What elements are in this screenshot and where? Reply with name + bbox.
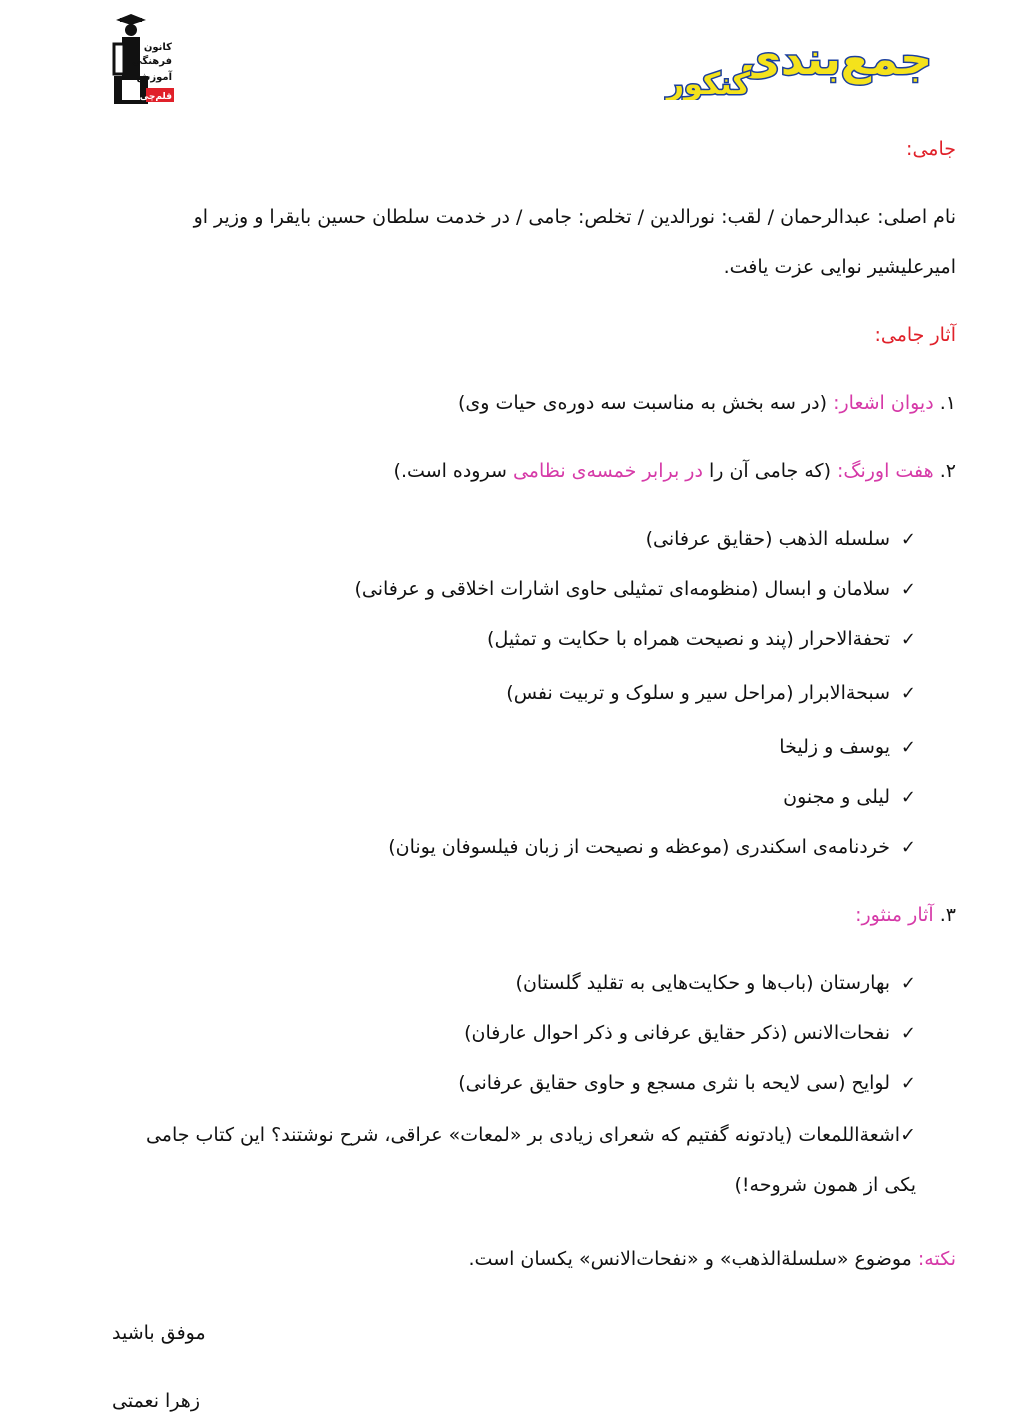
check-icon: ✓ — [900, 787, 916, 808]
item-3-number: ۳. — [939, 904, 956, 926]
check-icon: ✓ — [900, 837, 916, 858]
check-icon: ✓ — [900, 1073, 916, 1094]
list-item: ✓بهارستان (باب‌ها و حکایت‌هایی به تقلید گلستان) — [515, 972, 916, 994]
svg-text:کنکور: کنکور — [666, 67, 750, 100]
check-icon: ✓ — [900, 1124, 916, 1146]
list-item: ✓خردنامه‌ی اسکندری (موعظه و نصیحت از زبان فیلسوفان یونان) — [388, 836, 916, 858]
item-2-number: ۲. — [939, 460, 956, 482]
list-item: ✓اشعة‌اللمعات (یادتونه گفتیم که شعرای زیادی بر «لمعات» عراقی، شرح نوشتند؟ این کتاب جامی یکی از همون شروحه!) — [145, 1124, 916, 1196]
list-item: ✓سلامان و ابسال (منظومه‌ای تمثیلی حاوی اشارات اخلاقی و عرفانی) — [354, 578, 916, 600]
check-icon: ✓ — [900, 1023, 916, 1044]
svg-text:کانون: کانون — [143, 42, 172, 53]
list-item: ✓نفحات‌الانس (ذکر حقایق عرفانی و ذکر احوال عارفان) — [464, 1022, 916, 1044]
check-icon: ✓ — [900, 683, 916, 704]
svg-text:فرهنگی: فرهنگی — [132, 56, 172, 67]
section-title: جامی: — [906, 138, 956, 160]
item-1-title: دیوان اشعار: — [833, 392, 934, 414]
list-item: ✓یوسف و زلیخا — [779, 736, 916, 758]
svg-text:آموزش: آموزش — [136, 72, 172, 83]
svg-text:قلم‌چی: قلم‌چی — [139, 92, 172, 102]
item-2-highlight: در برابر خمسه‌ی نظامی — [512, 460, 703, 482]
item-2 — [394, 460, 956, 482]
works-title: آثار جامی: — [874, 324, 956, 346]
list-item: ✓سبحة‌الابرار (مراحل سیر و سلوک و تربیت نفس) — [506, 682, 916, 704]
closing-text: موفق باشید — [112, 1322, 206, 1344]
item-3 — [855, 904, 956, 926]
check-icon: ✓ — [900, 629, 916, 650]
bio-line-2: امیرعلیشیر نوایی عزت یافت. — [723, 256, 956, 278]
jambandi-konkoor-logo — [620, 30, 940, 100]
list-item: ✓تحفة‌الاحرار (پند و نصیحت همراه با حکایت و تمثیل) — [487, 628, 916, 650]
list-item: ✓سلسله الذهب (حقایق عرفانی) — [645, 528, 916, 550]
note-text: موضوع «سلسلة‌الذهب» و «نفحات‌الانس» یکسان است. — [468, 1248, 912, 1270]
check-icon: ✓ — [900, 973, 916, 994]
list-item: ✓لوایح (سی لایحه با نثری مسجع و حاوی حقایق عرفانی) — [458, 1072, 916, 1094]
check-icon: ✓ — [900, 737, 916, 758]
item-2-title: هفت اورنگ: — [837, 460, 934, 482]
note-label: نکته: — [917, 1248, 956, 1270]
item-1-desc: (در سه بخش به مناسبت سه دوره‌ی حیات وی) — [457, 392, 828, 414]
check-icon: ✓ — [900, 579, 916, 600]
list-item: ✓لیلی و مجنون — [783, 786, 916, 808]
item-2-desc-after: سروده است.) — [393, 460, 507, 482]
bio-line-1: نام اصلی: عبدالرحمان / لقب: نورالدین / تخلص: جامی / در خدمت سلطان حسین بایقرا و وزیر او — [193, 206, 956, 228]
item-2-desc-before: (که جامی آن را — [708, 460, 831, 482]
kanoon-logo — [110, 14, 176, 106]
item-3-title: آثار منثور: — [855, 904, 934, 926]
svg-text:جمع‌بندی: جمع‌بندی — [740, 34, 932, 85]
item-1 — [458, 392, 956, 414]
author-name: زهرا نعمتی — [112, 1390, 201, 1412]
check-icon: ✓ — [900, 529, 916, 550]
item-1-number: ۱. — [939, 392, 956, 414]
note — [469, 1248, 957, 1270]
